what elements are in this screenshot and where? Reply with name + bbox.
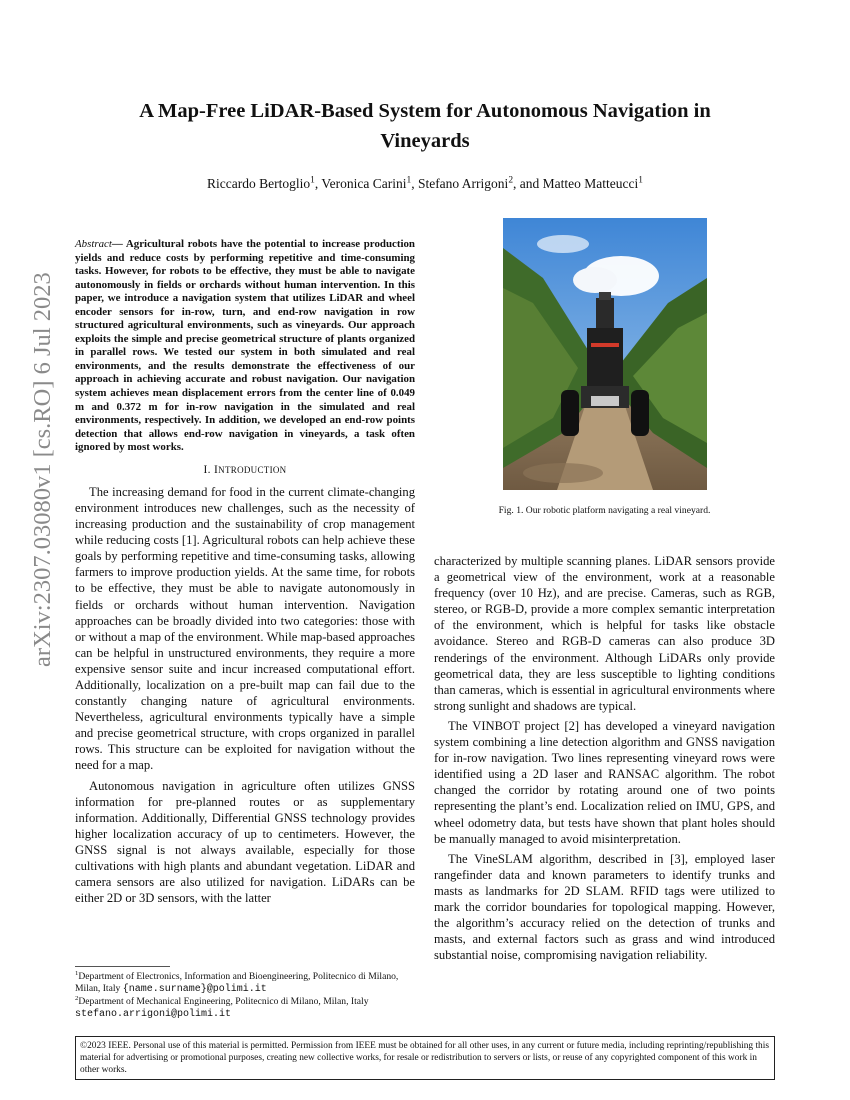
footnote-rule bbox=[75, 966, 170, 967]
robot-vineyard-photo bbox=[503, 218, 707, 490]
body-paragraph: The VineSLAM algorithm, described in [3], employed laser rangefinder data and known parameters to identify trunks and masts as landmarks for 2D SLAM. RFID tags were utilized to mark the corridor boundaries for topological mapping. However, the algorithm’s accuracy relied on the detection of trunks and masts, and external factors such as grass and wind introduced substantial noise, compromising navigation reliability. bbox=[434, 851, 775, 963]
copyright-notice: ©2023 IEEE. Personal use of this material is permitted. Permission from IEEE must be obtained for all other uses, in any current or future media, including reprinting/republishing this material for advertising or promotional purposes, creating new collective works, for resale or redistribution to servers or lists, or reuse of any copyrighted component of this work in other works. bbox=[75, 1036, 775, 1080]
left-column bbox=[75, 238, 415, 910]
paper-title: A Map-Free LiDAR-Based System for Autonomous Navigation in Vineyards bbox=[139, 100, 711, 152]
figure-caption: Fig. 1. Our robotic platform navigating a real vineyard. bbox=[498, 505, 711, 516]
author: Riccardo Bertoglio$^1$, bbox=[207, 175, 322, 191]
author-list bbox=[95, 175, 755, 193]
intro-paragraph: Autonomous navigation in agriculture often utilizes GNSS information for pre-planned routes or as supplementary information. Additionally, Differential GNSS technology provides higher localization accuracy of up to centimeters. However, the GNSS signal is not always available, especially for those cultivations with high plants and abundant vegetation. LiDAR and camera sensors are also utilized for navigation. LiDARs can be either 2D or 3D sensors, with the latter bbox=[75, 778, 415, 906]
author: Matteo Matteucci$^1$ bbox=[542, 175, 643, 191]
body-paragraph: characterized by multiple scanning planes. LiDAR sensors provide a geometrical view of the environment, work at a reasonable frequency (over 10 Hz), and are precise. Cameras, such as RGB, stereo, or RGB-D, provide a more complex semantic interpretation of the environment, which is helpful for tasks like obstacle avoidance. Stereo and RGB-D cameras can also produce 3D renderings of the environment. Although LiDARs only provide geometrical data, they are less susceptible to lighting conditions than cameras, which is essential in agricultural environments where strong sunlight and shadows are typical. bbox=[434, 554, 775, 713]
right-column bbox=[434, 553, 775, 967]
intro-paragraph: The increasing demand for food in the current climate-changing environment introduces new challenges, such as the necessity of increasing production and the sustainability of crop management while reducing costs [1]. Agricultural robots can help achieve these goals by performing repetitive and time-consuming tasks, allowing farmers to improve production yields. At the same time, for robots to be effective, they must be able to navigate autonomously in fields or orchards without human intervention. Navigation approaches can be broadly divided into two categories: those with or without a map of the environment. While map-based approaches can be helpful in unstructured environments, they require a more expensive sensor suite and incur increased computational effort. Additionally, localization on a pre-built map can fail due to the constantly changing nature of agricultural environments. Nevertheless, agricultural environments typically have a simple and precise geometrical structure, with crops organized in parallel rows. This structure can be exploited for navigation without the need for a map. bbox=[75, 484, 415, 773]
section-heading-introduction: I. INTRODUCTION bbox=[203, 463, 287, 476]
arxiv-identifier-stamp: arXiv:2307.03080v1 [cs.RO] 6 Jul 2023 bbox=[29, 272, 56, 668]
author: Stefano Arrigoni$^2$, and bbox=[417, 175, 543, 191]
abstract: Abstract— Agricultural robots have the potential to increase production yields and reduce costs by performing repetitive and time-consuming tasks. However, for robots to be effective, they must be able to navigate autonomously in fields or orchards without human intervention. In this paper, we introduce a navigation system that utilizes LiDAR and wheel encoder sensors for in-row, turn, and end-row navigation in row structured agricultural environments, such as vineyards. Our approach exploits the simple and precise geometrical structure of plants organized in parallel rows. We tested our system in both simulated and real environments, and the results demonstrate the effectiveness of our approach in achieving accurate and robust navigation. Our navigation system achieves mean displacement errors from the center line of 0.049 m and 0.372 m for in-row navigation in the simulated and real environments, respectively. In addition, we developed an end-row points detection that allows end-row navigation in vineyards, a task often ignored by most works. bbox=[75, 238, 415, 454]
footnotes bbox=[75, 966, 415, 1021]
author: Veronica Carini$^1$, bbox=[321, 175, 418, 191]
footnote-affiliation-1: $^1$Department of Electronics, Information and Bioengineering, Politecnico di Milano, Milan, Italy {name.surname}@polimi.it bbox=[75, 969, 399, 995]
body-paragraph: The VINBOT project [2] has developed a vineyard navigation system combining a line detection algorithm and GNSS navigation for in-row navigation. Two lines representing vineyard rows were identified using a 2D laser and RANSAC algorithm. The robot changed the corridor by rotating around one of two points representing the plant’s end. Localization relied on IMU, GPS, and wheel odometry data, but tests have shown that plant holes should be manually managed to avoid misinterpretation. bbox=[434, 718, 775, 846]
footnote-affiliation-2: $^2$Department of Mechanical Engineering, Politecnico di Milano, Milan, Italy stefano.arrigoni@polimi.it bbox=[75, 994, 369, 1020]
